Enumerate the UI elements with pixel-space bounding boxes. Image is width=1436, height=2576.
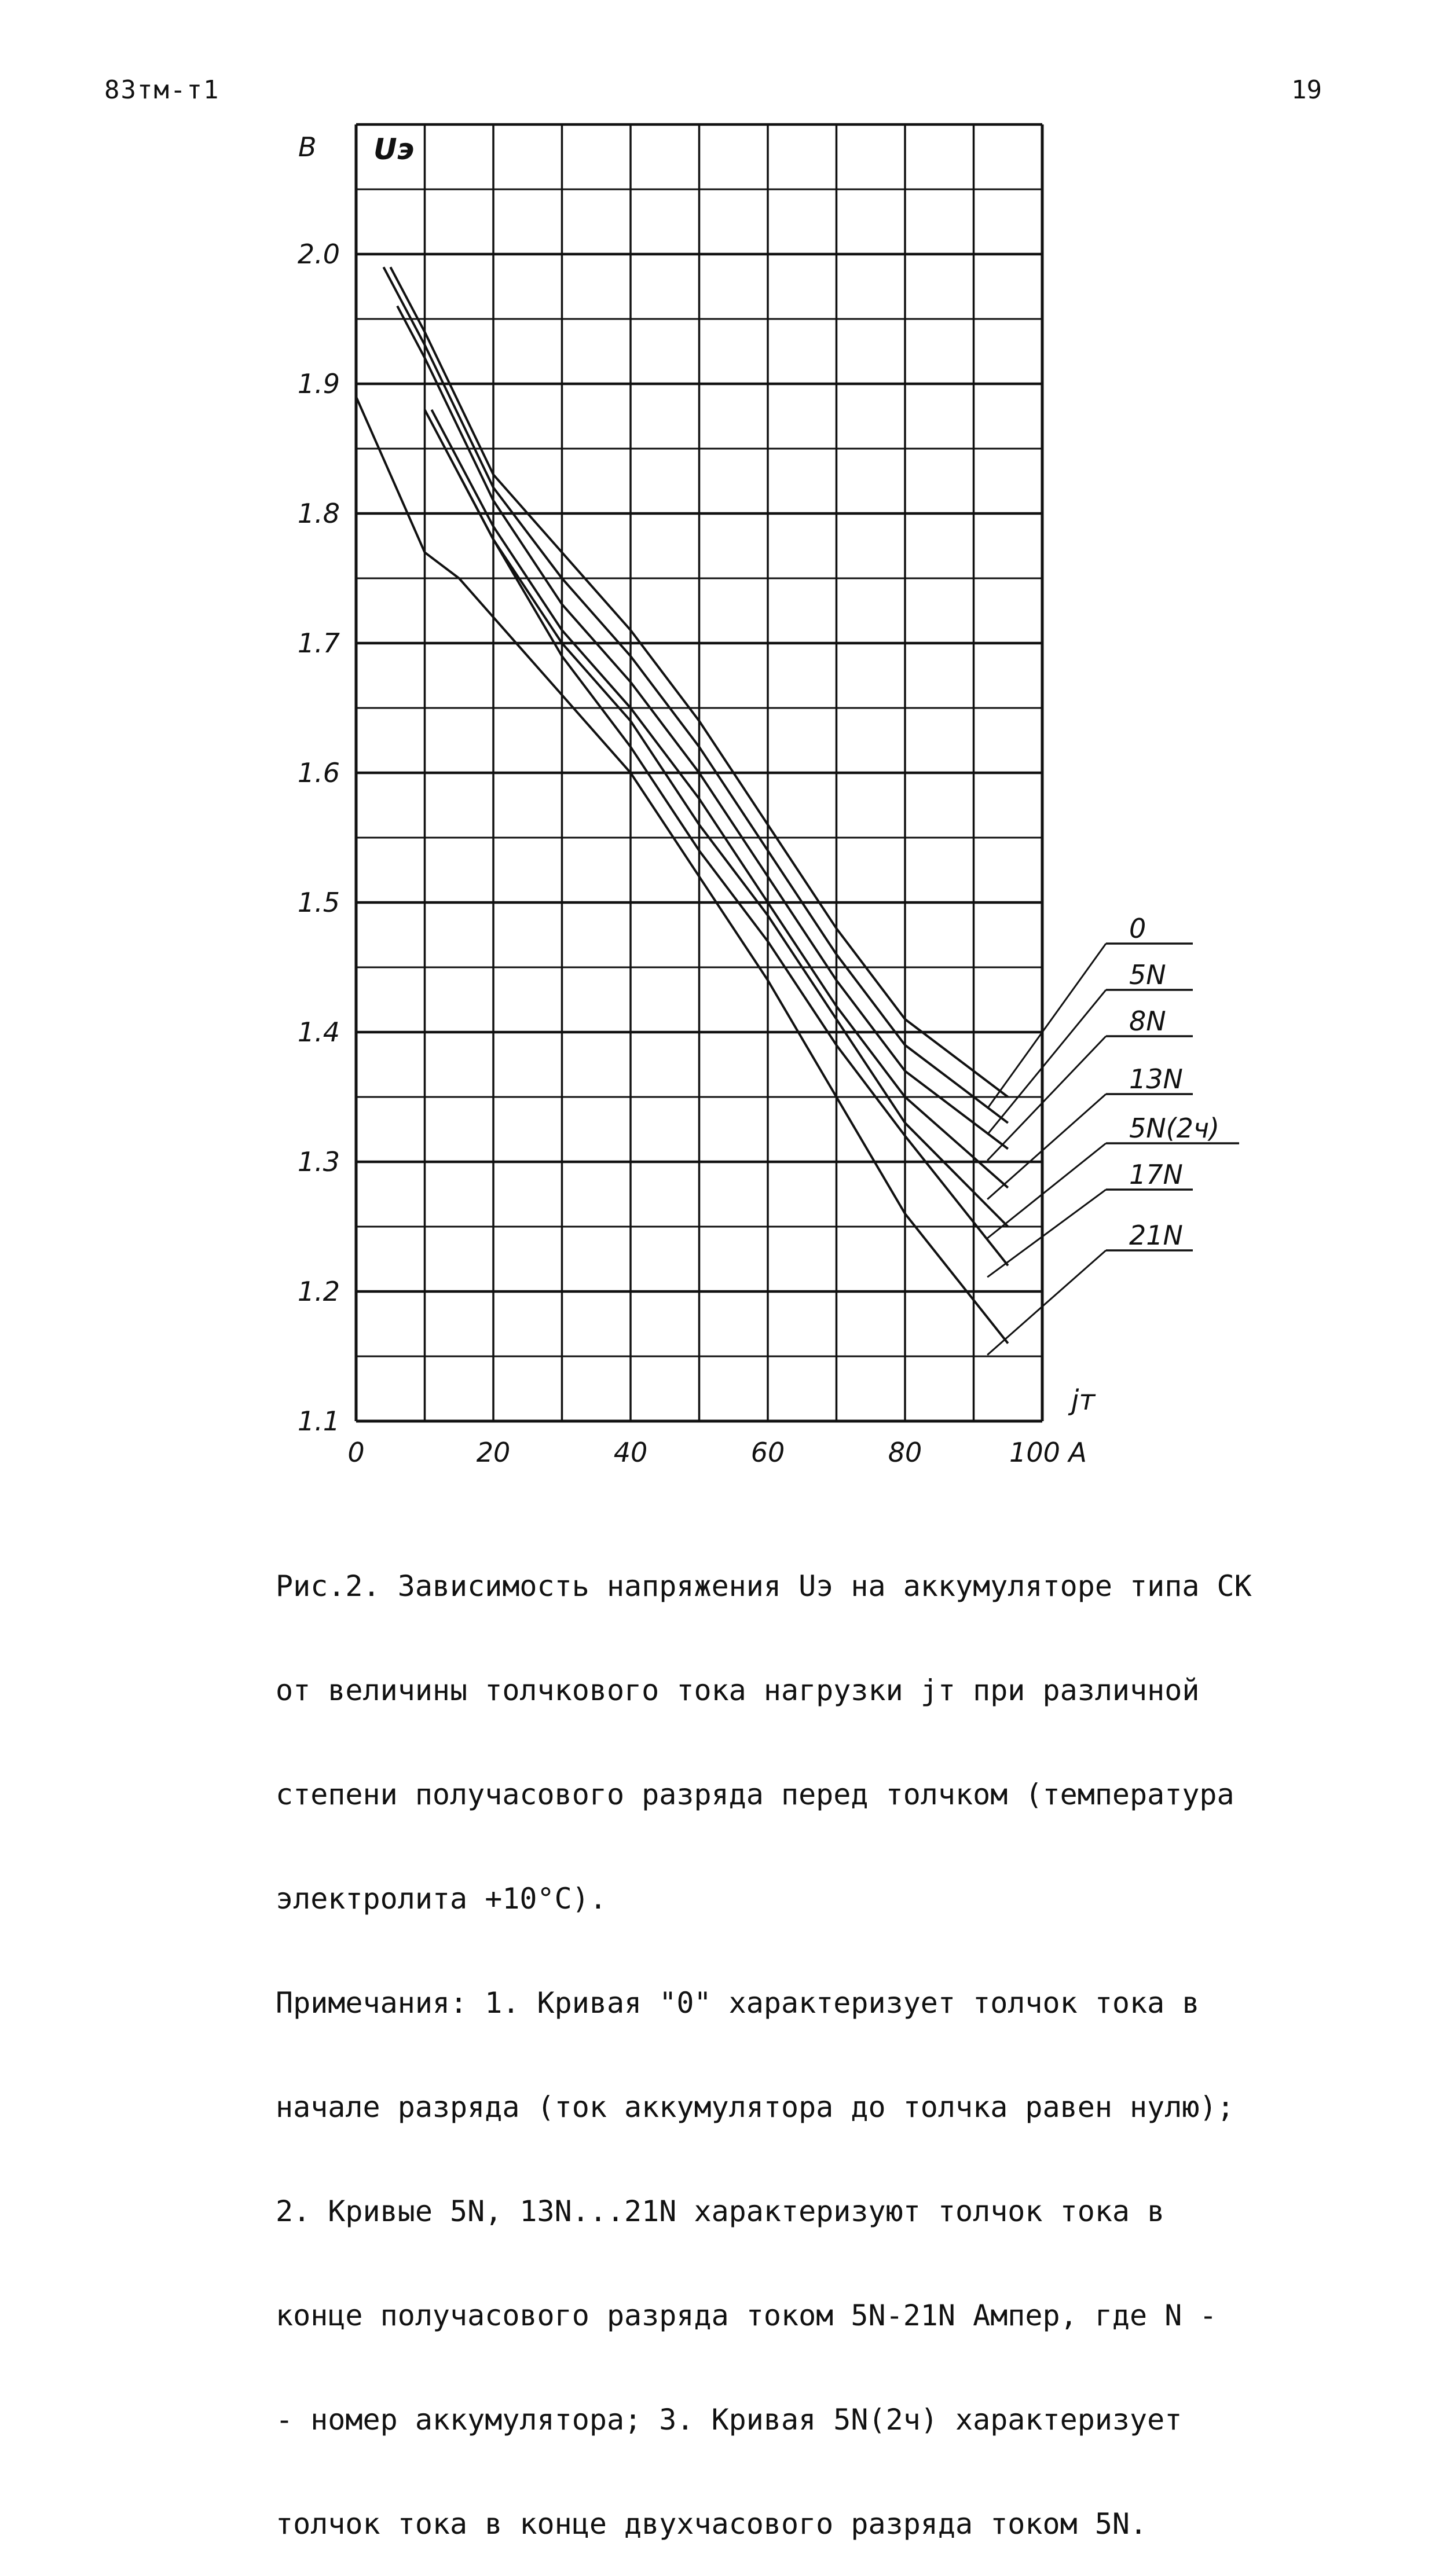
caption-line: 2. Кривые 5N, 13N...21N характеризуют толчок тока в [276,2195,1165,2228]
legend-label: 5N(2ч) [1129,1113,1220,1144]
legend-leader-line [987,1250,1106,1355]
y-tick-label: 1.1 [297,1406,340,1437]
figure-caption [276,1499,1318,2576]
legend-leader-line [987,1190,1106,1277]
page-number: 19 [1291,75,1322,105]
legend-label: 21N [1129,1220,1183,1251]
x-unit-label: 100 А [1009,1437,1087,1468]
document-code: 83тм-т1 [104,75,220,105]
y-tick-label: 1.4 [297,1017,340,1048]
y-tick-label: 1.9 [297,368,340,399]
caption-line: степени получасового разряда перед толчком (температура [276,1778,1234,1811]
caption-line: электролита +10°С). [276,1882,607,1916]
caption-line: от величины толчкового тока нагрузки jт при различной [276,1674,1200,1707]
y-axis-symbol: Uэ [373,133,415,166]
caption-line: Рис.2. Зависимость напряжения Uэ на аккумуляторе типа СК [276,1569,1252,1603]
y-tick-label: 1.8 [297,498,340,529]
legend-leader-line [987,990,1106,1135]
y-tick-label: 1.2 [297,1276,340,1307]
x-tick-label: 60 [750,1437,785,1468]
caption-line: - номер аккумулятора; 3. Кривая 5N(2ч) характеризует [276,2403,1182,2436]
y-tick-label: 1.6 [297,757,340,788]
legend-leader-line [987,1143,1106,1238]
legend-leader-line [987,944,1106,1109]
y-unit-label: В [298,131,317,163]
x-tick-label: 20 [476,1437,511,1468]
y-tick-label: 1.3 [297,1146,340,1177]
legend-label: 8N [1129,1006,1166,1037]
series-line-5N [383,267,1008,1122]
legend-label: 0 [1129,913,1146,944]
legend-label: 5N [1129,959,1166,990]
x-axis-symbol: jт [1071,1384,1096,1417]
x-tick-label: 80 [888,1437,922,1468]
legend-leader-line [987,1036,1106,1161]
x-tick-label: 40 [613,1437,648,1468]
y-tick-label: 1.5 [297,887,340,918]
series-line-13N [431,410,1008,1188]
y-tick-label: 1.7 [297,628,340,659]
caption-line: конце получасового разряда током 5N-21N Ампер, где N - [276,2299,1217,2332]
legend-label: 13N [1129,1063,1183,1095]
caption-line: толчок тока в конце двухчасового разряда током 5N. [276,2507,1148,2541]
y-tick-label: 2.0 [297,238,340,270]
chart-legend [987,913,1239,1355]
caption-line: начале разряда (ток аккумулятора до толчка равен нулю); [276,2090,1234,2124]
chart-series [356,267,1008,1343]
x-tick-label: 0 [347,1437,365,1468]
legend-label: 17N [1129,1159,1183,1190]
series-line-21N [356,397,1008,1343]
caption-line: Примечания: 1. Кривая "0" характеризует толчок тока в [276,1986,1200,2020]
